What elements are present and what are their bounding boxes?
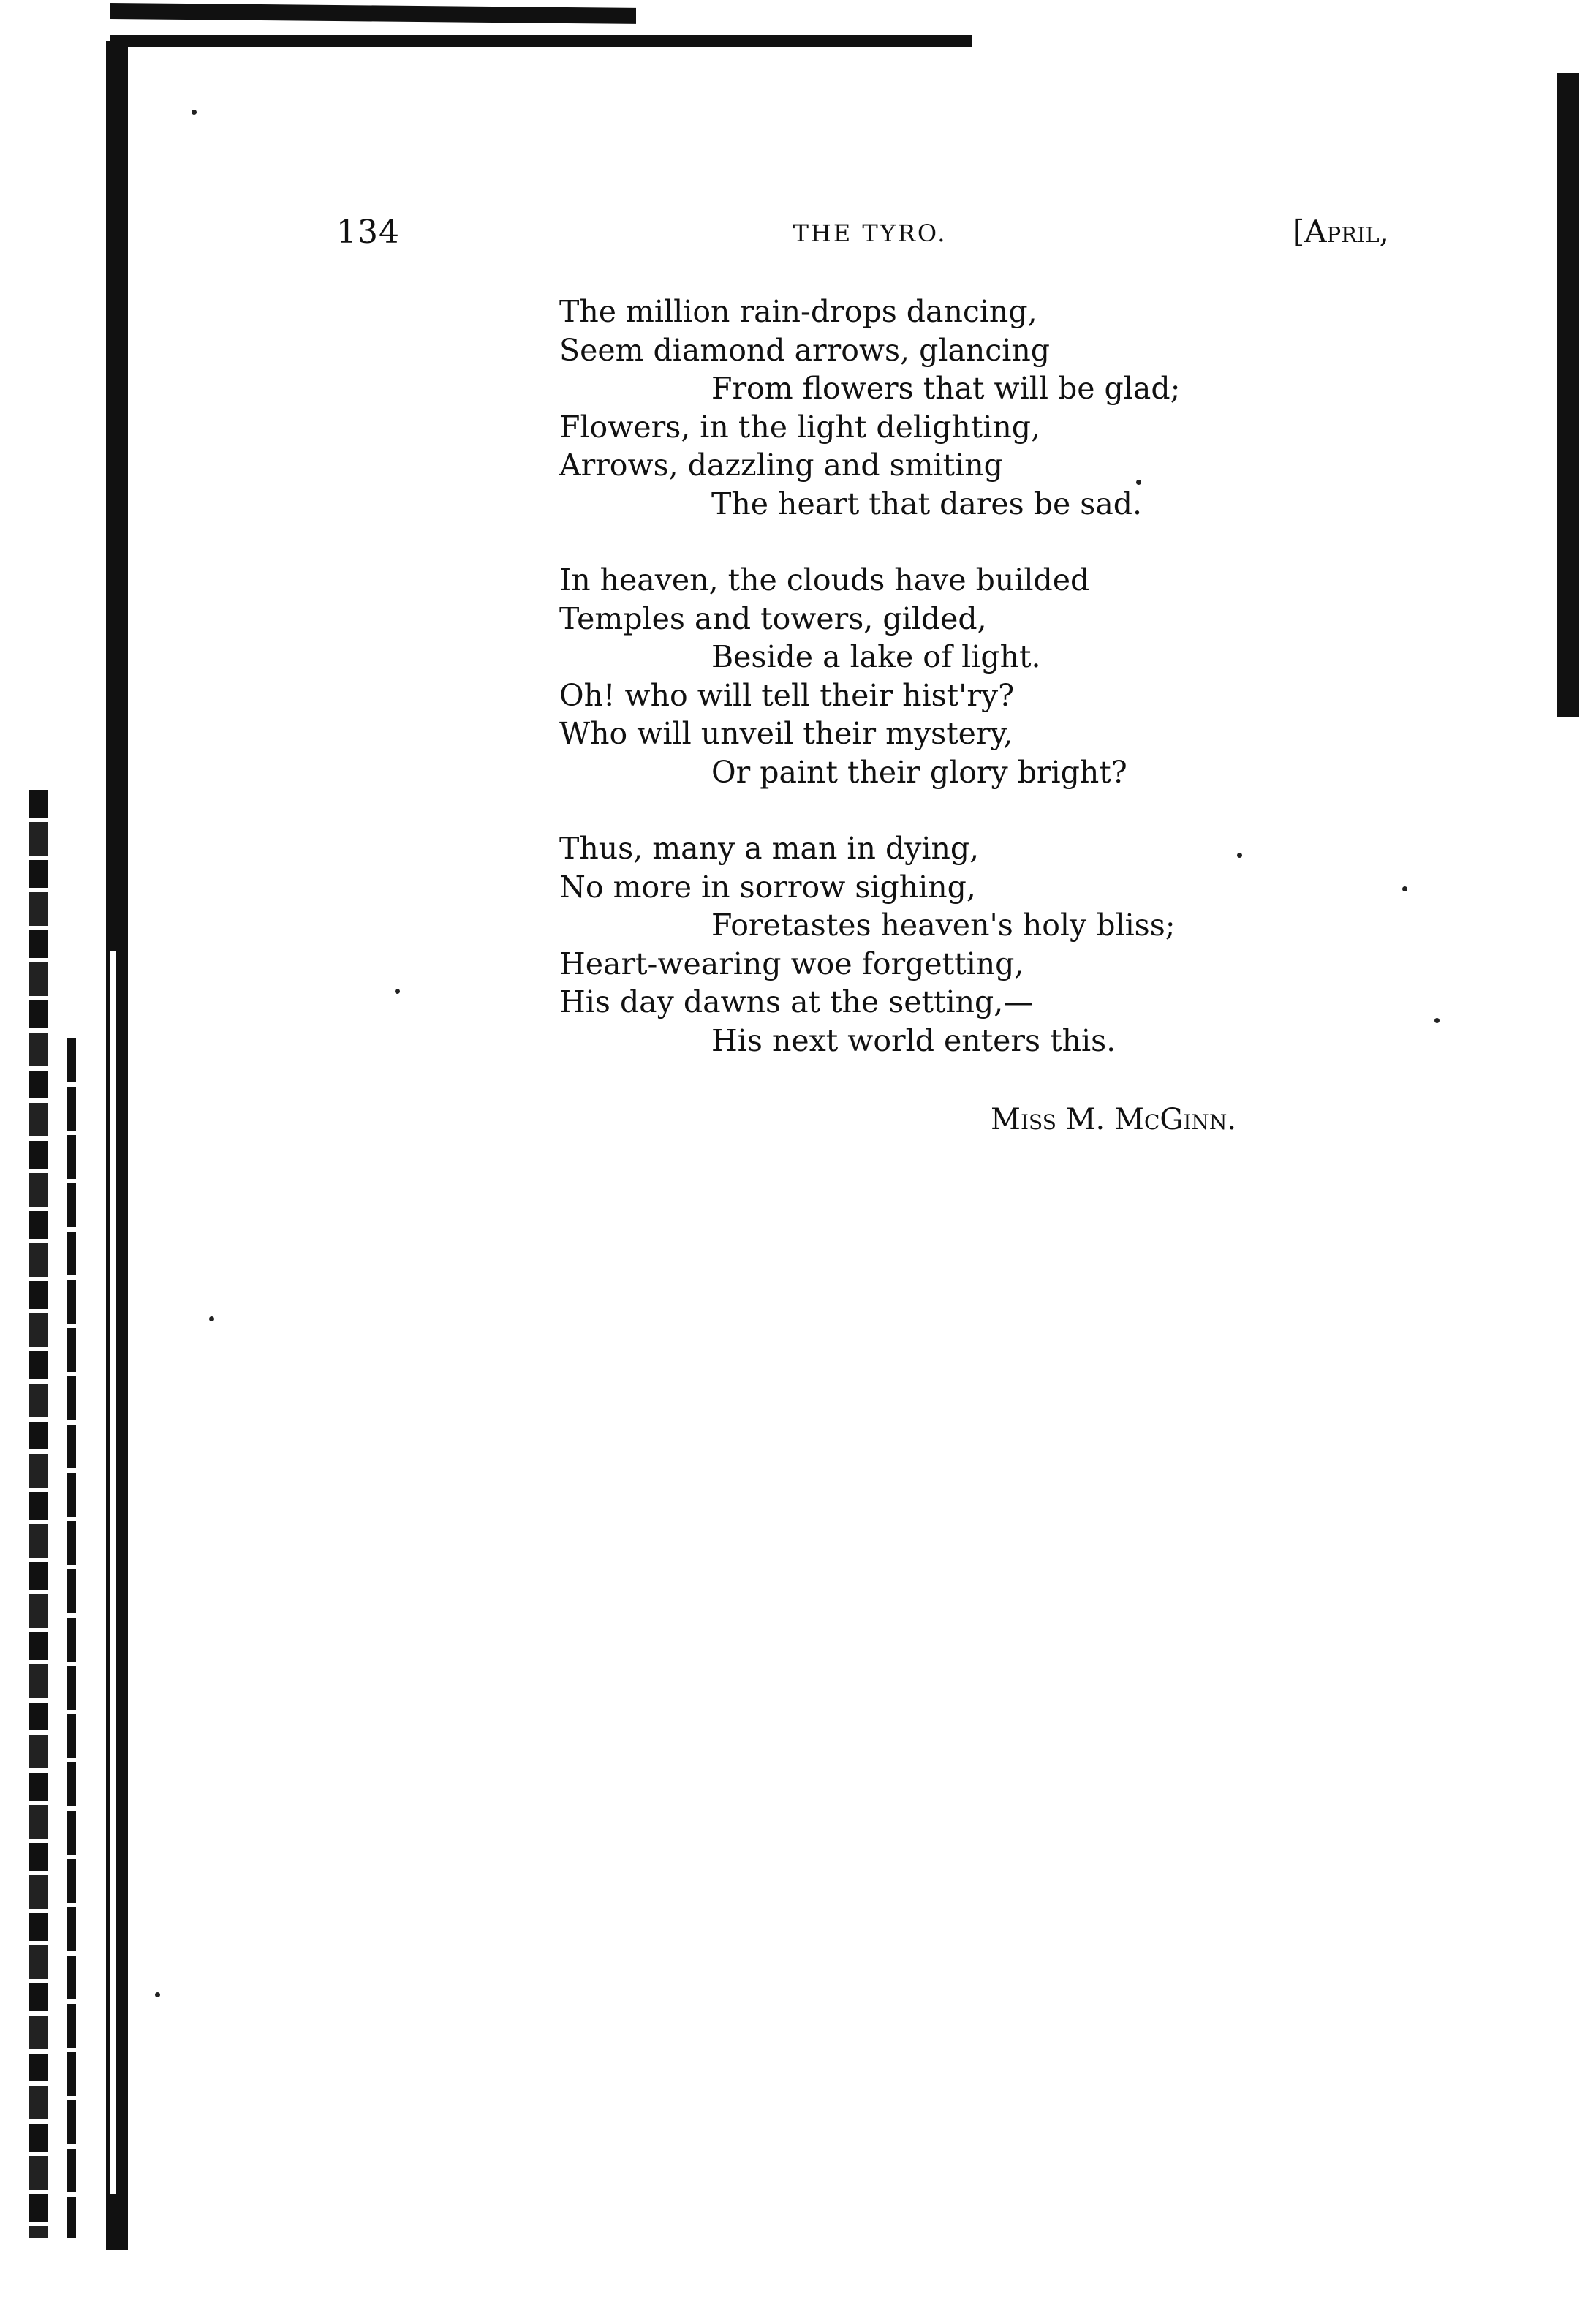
author-signature: Miss M. McGinn. (991, 1103, 1237, 1136)
poem-line: His day dawns at the setting,— (559, 984, 1034, 1019)
poem-line: In heaven, the clouds have builded (559, 562, 1090, 597)
journal-title: THE TYRO. (793, 219, 948, 247)
stanza (559, 293, 1437, 523)
scan-speck (209, 1316, 214, 1321)
page-number: 134 (336, 214, 400, 251)
stanza (559, 561, 1437, 791)
poem-line: The million rain-drops dancing, (559, 294, 1037, 329)
poem-line: Arrows, dazzling and smiting (559, 448, 1003, 483)
poem-line: Seem diamond arrows, glancing (559, 332, 1051, 368)
poem-line: Temples and towers, gilded, (559, 600, 987, 636)
scan-left-edge-strip (29, 790, 48, 2238)
poem-line: From flowers that will be glad; (711, 371, 1181, 406)
scan-right-edge (1557, 73, 1579, 717)
scan-left-edge-strip-inner (67, 1038, 76, 2238)
scan-speck (395, 989, 400, 994)
stanza (559, 829, 1437, 1060)
scan-top-edge (110, 3, 636, 24)
running-head (336, 214, 1389, 257)
poem-line: Oh! who will tell their hist'ry? (559, 677, 1015, 713)
poem-line: Or paint their glory bright? (711, 754, 1127, 790)
poem-line: No more in sorrow sighing, (559, 869, 976, 905)
poem-line: Heart-wearing woe forgetting, (559, 946, 1024, 981)
poem-line: His next world enters this. (711, 1022, 1116, 1058)
poem-line: Beside a lake of light. (711, 639, 1041, 674)
poem-line: Foretastes heaven's holy bliss; (711, 908, 1176, 943)
scan-binding-gap (110, 951, 116, 2194)
scan-speck (155, 1992, 160, 1997)
running-head-month: [April, (1292, 214, 1389, 249)
poem-line: The heart that dares be sad. (711, 486, 1143, 521)
scan-speck (192, 110, 197, 115)
poem-line: Flowers, in the light delighting, (559, 409, 1041, 445)
poem (559, 293, 1437, 1098)
scan-top-rule (110, 35, 972, 47)
poem-line: Thus, many a man in dying, (559, 831, 980, 866)
poem-line: Who will unveil their mystery, (559, 716, 1013, 751)
